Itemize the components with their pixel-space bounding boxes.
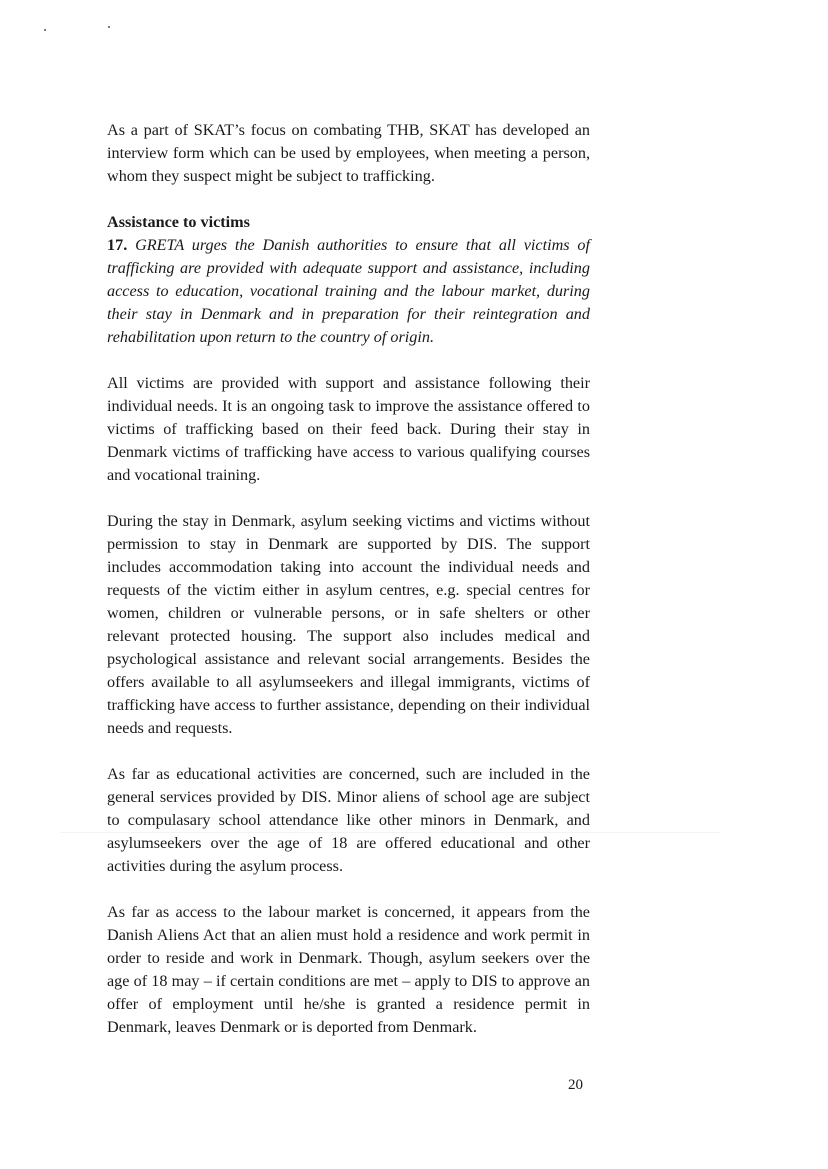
body-paragraph: As far as access to the labour market is concerned, it appears from the Danish Aliens Act that an alien must hold a residence and work permit in order to reside and work in Denmark. Though, asylum seekers over the age of 18 may – if certain conditions are met – apply to DIS to approve an offer of employment until he/she is granted a residence permit in Denmark, leaves Denmark or is deported from Denmark. [107, 903, 590, 1036]
section-heading: Assistance to victims [107, 213, 250, 231]
body-paragraph: All victims are provided with support and assistance following their individual needs. It is an ongoing task to improve the assistance offered to victims of trafficking based on their feed back. During their stay in Denmark victims of trafficking have access to various qualifying courses and vocational training. [107, 374, 590, 484]
recommendation-number: 17. [107, 236, 128, 254]
body-paragraph: During the stay in Denmark, asylum seeking victims and victims without permission to stay in Denmark are supported by DIS. The support includes accommodation taking into account the individual needs and requests of the victim either in asylum centres, e.g. special centres for women, children or vulnerable persons, or in safe shelters or other relevant protected housing. The support also includes medical and psychological assistance and relevant social arrangements. Besides the offers available to all asylumseekers and illegal immigrants, victims of trafficking have access to further assistance, depending on their individual needs and requests. [107, 512, 590, 737]
intro-paragraph: As a part of SKAT’s focus on combating THB, SKAT has developed an interview form which can be used by employees, when meeting a person, whom they suspect might be subject to trafficking. [107, 121, 590, 185]
recommendation-text: GRETA urges the Danish authorities to ensure that all victims of trafficking are provided with adequate support and assistance, including access to education, vocational training and the labour market, during their stay in Denmark and in preparation for their reintegration and rehabilitation upon return to the country of origin. [107, 236, 591, 346]
page-body [107, 119, 590, 1039]
scan-artifact-dot [44, 29, 46, 31]
body-paragraph: As far as educational activities are concerned, such are included in the general services provided by DIS. Minor aliens of school age are subject to compulasary school attendance like other minors in Denmark, and asylumseekers over the age of 18 are offered educational and other activities during the asylum process. [107, 765, 590, 875]
recommendation [107, 234, 590, 349]
scan-artifact-dot [108, 26, 110, 28]
page-number: 20 [568, 1077, 583, 1093]
